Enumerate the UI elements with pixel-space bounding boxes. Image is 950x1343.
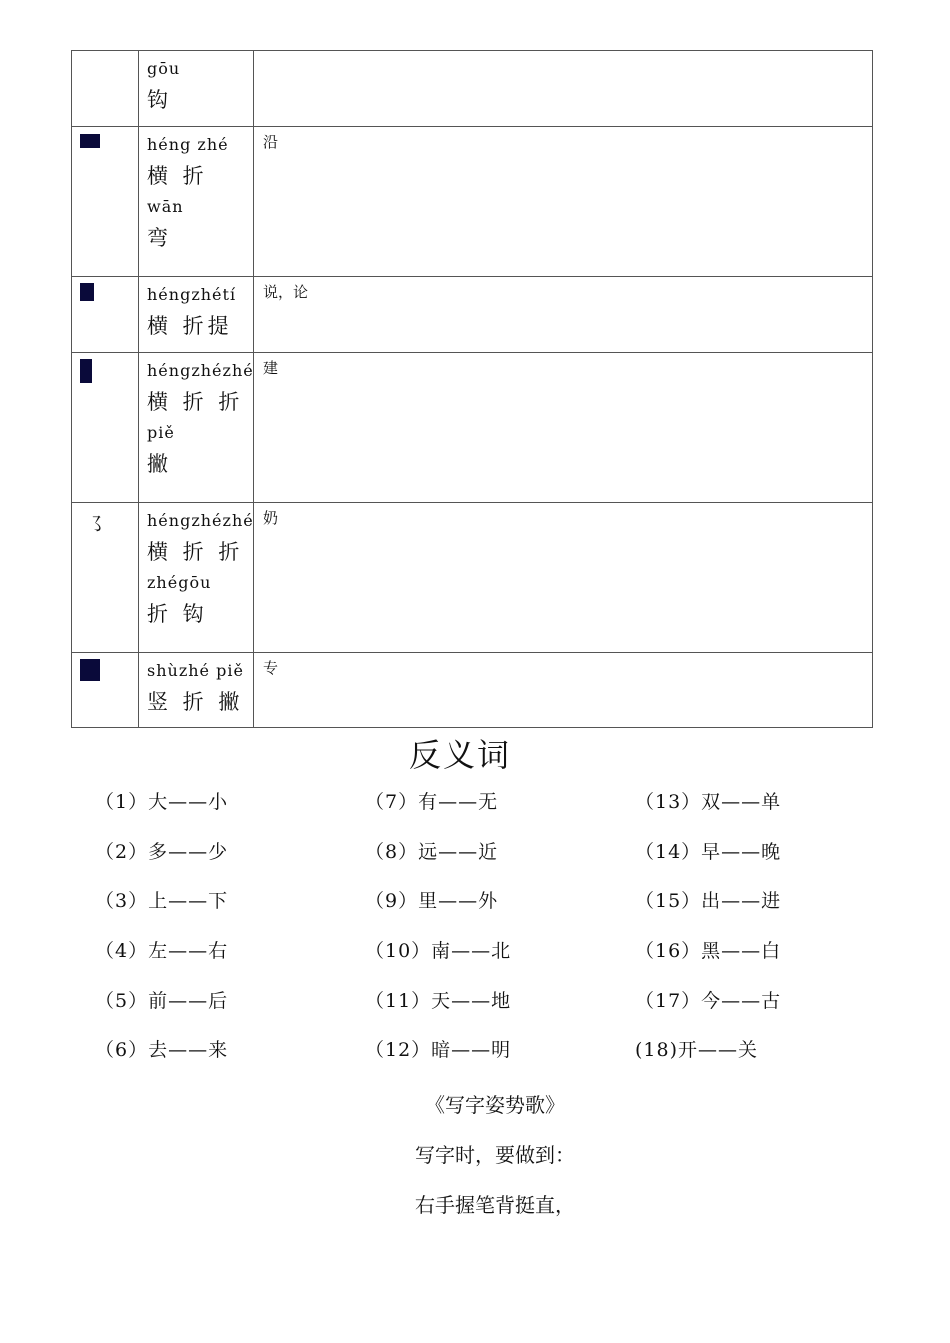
stroke-glyph: ㇌ [86,512,106,536]
stroke-pinyin: héngzhézhé [147,511,254,530]
stroke-pinyin: héngzhétí [147,285,237,304]
antonym-pair: （4）左——右 [95,940,229,963]
antonym-row [95,832,895,882]
stroke-pinyin: gōu [147,59,181,78]
stroke-name-cell [139,277,254,353]
stroke-example-cell: 沿 [254,127,873,277]
antonym-pair: （8）远——近 [365,840,499,863]
stroke-row-shuzhepie [72,653,873,728]
stroke-hanzi-2: 折 钩 [147,602,208,626]
stroke-symbol-cell [72,51,139,127]
poem-line: 写字时，要做到： [415,1143,575,1167]
stroke-pinyin-2: zhégōu [147,573,212,592]
stroke-row-hengzheti [72,277,873,353]
antonym-row [95,1030,895,1080]
stroke-name-cell [139,51,254,127]
stroke-hanzi: 横 折 [147,164,208,188]
stroke-hanzi: 钩 [147,88,172,112]
stroke-name-cell [139,503,254,653]
stroke-example-cell: 建 [254,353,873,503]
stroke-symbol-cell [72,277,139,353]
antonym-list [95,782,895,1080]
antonym-pair: （3）上——下 [95,890,229,913]
antonym-pair: （1）大——小 [95,791,229,813]
antonym-pair: （11）天——地 [365,989,512,1012]
stroke-hanzi-2: 撇 [147,452,172,476]
stroke-example-cell: 奶 [254,503,873,653]
stroke-symbol-cell [72,353,139,503]
stroke-glyph-icon [80,283,94,301]
antonym-pair: （7）有——无 [365,791,499,813]
stroke-pinyin-2: piě [147,423,175,442]
writing-posture-poem [0,1080,950,1230]
antonym-row [95,782,895,832]
stroke-row-hengzhezhezhegou [72,503,873,653]
stroke-row-hengzhezhepie [72,353,873,503]
antonym-pair: （14）早——晚 [635,840,782,863]
antonym-pair: （10）南——北 [365,940,512,963]
antonym-row [95,881,895,931]
antonym-pair: （9）里——外 [365,890,499,913]
stroke-symbol-cell [72,503,139,653]
stroke-name-cell [139,127,254,277]
stroke-pinyin-2: wān [147,197,184,216]
stroke-symbol-cell [72,127,139,277]
poem-title: 《写字姿势歌》 [425,1093,565,1117]
stroke-hanzi-2: 弯 [147,226,172,250]
stroke-glyph-icon [80,134,100,148]
antonym-row [95,931,895,981]
antonym-row [95,981,895,1031]
stroke-row-gou [72,51,873,127]
stroke-hanzi: 横 折 折 [147,540,244,564]
stroke-example-cell [254,51,873,127]
stroke-table [71,50,873,728]
stroke-hanzi: 横 折 折 [147,390,244,414]
stroke-name-cell [139,653,254,728]
poem-line: 右手握笔背挺直， [415,1193,575,1217]
antonym-pair: （5）前——后 [95,989,229,1012]
antonym-pair: (18)开——关 [635,1039,759,1062]
antonym-pair: （13）双——单 [635,791,782,813]
stroke-example-cell: 专 [254,653,873,728]
stroke-row-hengzhewan [72,127,873,277]
stroke-glyph-icon [80,359,92,383]
stroke-name-cell [139,353,254,503]
stroke-pinyin: héngzhézhé [147,361,254,380]
stroke-hanzi: 横 折提 [147,314,233,338]
stroke-glyph-icon [80,659,100,681]
stroke-pinyin: shùzhé piě [147,661,244,680]
stroke-hanzi: 竖 折 撇 [147,690,244,714]
stroke-pinyin: héng zhé [147,135,229,154]
stroke-example-cell: 说，论 [254,277,873,353]
antonym-pair: （12）暗——明 [365,1039,512,1062]
antonym-pair: （2）多——少 [95,840,229,863]
antonym-pair: （16）黑——白 [635,940,782,963]
antonym-pair: （17）今——古 [635,989,782,1012]
antonyms-title: 反义词 [408,736,511,774]
antonym-pair: （15）出——进 [635,890,782,913]
antonym-pair: （6）去——来 [95,1039,229,1062]
stroke-symbol-cell [72,653,139,728]
